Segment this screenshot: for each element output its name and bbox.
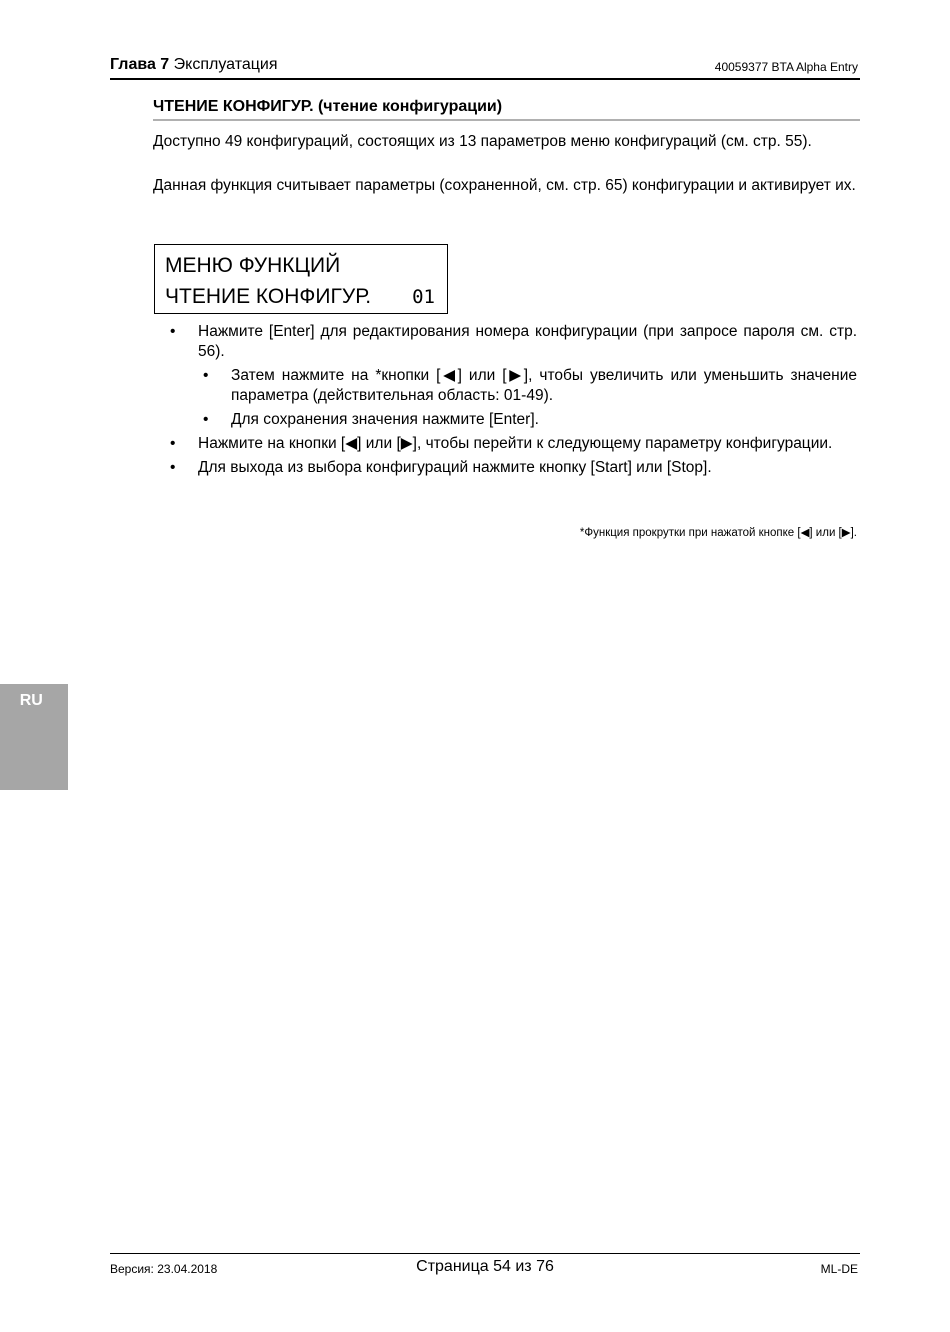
list-item-text: Нажмите на кнопки [◀] или [▶], чтобы перейти к следующему параметру конфигурации. [198,435,833,452]
display-config-number: 01 [412,286,435,308]
list-item-text: Нажмите [Enter] для редактирования номера конфигурации (при запросе пароля см. стр. 56). [198,323,857,360]
bullet-icon: • [170,435,176,452]
list-item [203,366,857,406]
chapter-title: Эксплуатация [173,56,278,73]
chapter-heading [110,56,278,74]
language-tab-label: RU [19,692,43,709]
list-item [170,458,857,478]
page-footer [110,1253,860,1284]
version-date: Версия: 23.04.2018 [110,1262,218,1276]
bullet-icon: • [203,367,209,384]
bullet-icon: • [170,323,176,340]
instruction-list [170,322,857,482]
chapter-number: Глава 7 [110,56,170,73]
intro-paragraph-2: Данная функция считывает параметры (сохраненной, см. стр. 65) конфигурации и активирует их. [153,177,856,194]
list-item-text: Для выхода из выбора конфигураций нажмите кнопку [Start] или [Stop]. [198,459,712,476]
page-number: Страница 54 из 76 [416,1258,554,1275]
list-item [203,410,857,430]
document-reference: 40059377 BTA Alpha Entry [714,60,858,74]
language-tab [0,684,68,790]
bullet-icon: • [170,459,176,476]
section-title: ЧТЕНИЕ КОНФИГУР. (чтение конфигурации) [153,98,860,121]
display-line-2: ЧТЕНИЕ КОНФИГУР. [165,285,372,308]
list-item [170,434,857,454]
language-code: ML-DE [820,1262,858,1276]
list-item-text: Затем нажмите на *кнопки [◀] или [▶], чтобы увеличить или уменьшить значение параметра (действительная область: 01-49). [231,367,857,404]
bullet-icon: • [203,411,209,428]
lcd-display-panel [154,244,448,314]
display-line-1: МЕНЮ ФУНКЦИЙ [165,254,341,277]
footnote: *Функция прокрутки при нажатой кнопке [◀] или [▶]. [579,527,857,539]
list-item-text: Для сохранения значения нажмите [Enter]. [231,411,539,428]
intro-paragraph-1: Доступно 49 конфигураций, состоящих из 13 параметров меню конфигураций (см. стр. 55). [153,133,812,150]
list-item [170,322,857,362]
page-header [110,56,860,80]
